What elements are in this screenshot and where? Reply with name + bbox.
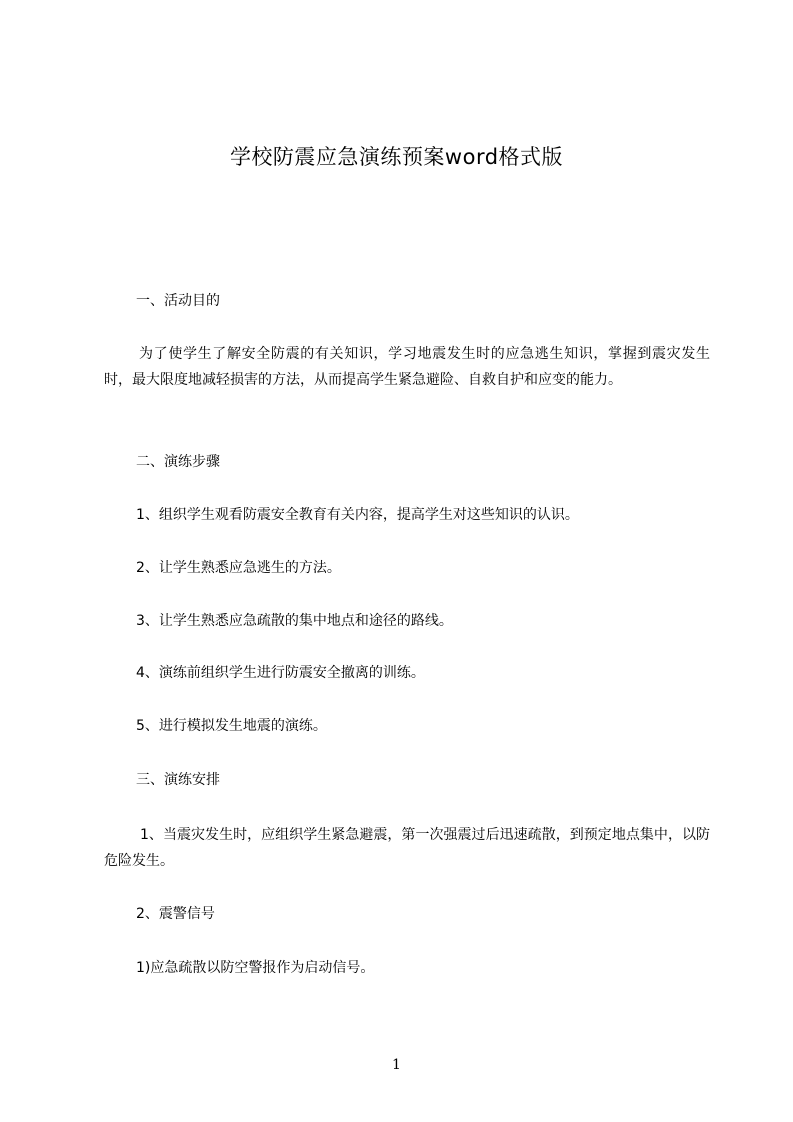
step-item-3: 3、让学生熟悉应急疏散的集中地点和途径的路线。 bbox=[136, 613, 453, 629]
arrangement-subitem-1: 1)应急疏散以防空警报作为启动信号。 bbox=[136, 960, 375, 976]
document-title: 学校防震应急演练预案word格式版 bbox=[229, 145, 564, 169]
arrangement-item-1: 1、当震灾发生时，应组织学生紧急避震，第一次强震过后迅速疏散，到预定地点集中，以防危险发生。 bbox=[104, 827, 710, 869]
section-heading-purpose: 一、活动目的 bbox=[136, 293, 220, 309]
section-heading-arrangement: 三、演练安排 bbox=[136, 772, 220, 788]
page-number: 1 bbox=[392, 1057, 401, 1073]
arrangement-item-2: 2、震警信号 bbox=[136, 906, 215, 922]
step-item-5: 5、进行模拟发生地震的演练。 bbox=[136, 718, 327, 734]
section-heading-steps: 二、演练步骤 bbox=[136, 454, 220, 470]
step-item-1: 1、组织学生观看防震安全教育有关内容，提高学生对这些知识的认识。 bbox=[136, 507, 579, 523]
step-item-2: 2、让学生熟悉应急逃生的方法。 bbox=[136, 560, 341, 576]
step-item-4: 4、演练前组织学生进行防震安全撤离的训练。 bbox=[136, 665, 425, 681]
paragraph-purpose: 为了使学生了解安全防震的有关知识，学习地震发生时的应急逃生知识，掌握到震灾发生时，最大限度地减轻损害的方法，从而提高学生紧急避险、自救自护和应变的能力。 bbox=[104, 346, 710, 388]
